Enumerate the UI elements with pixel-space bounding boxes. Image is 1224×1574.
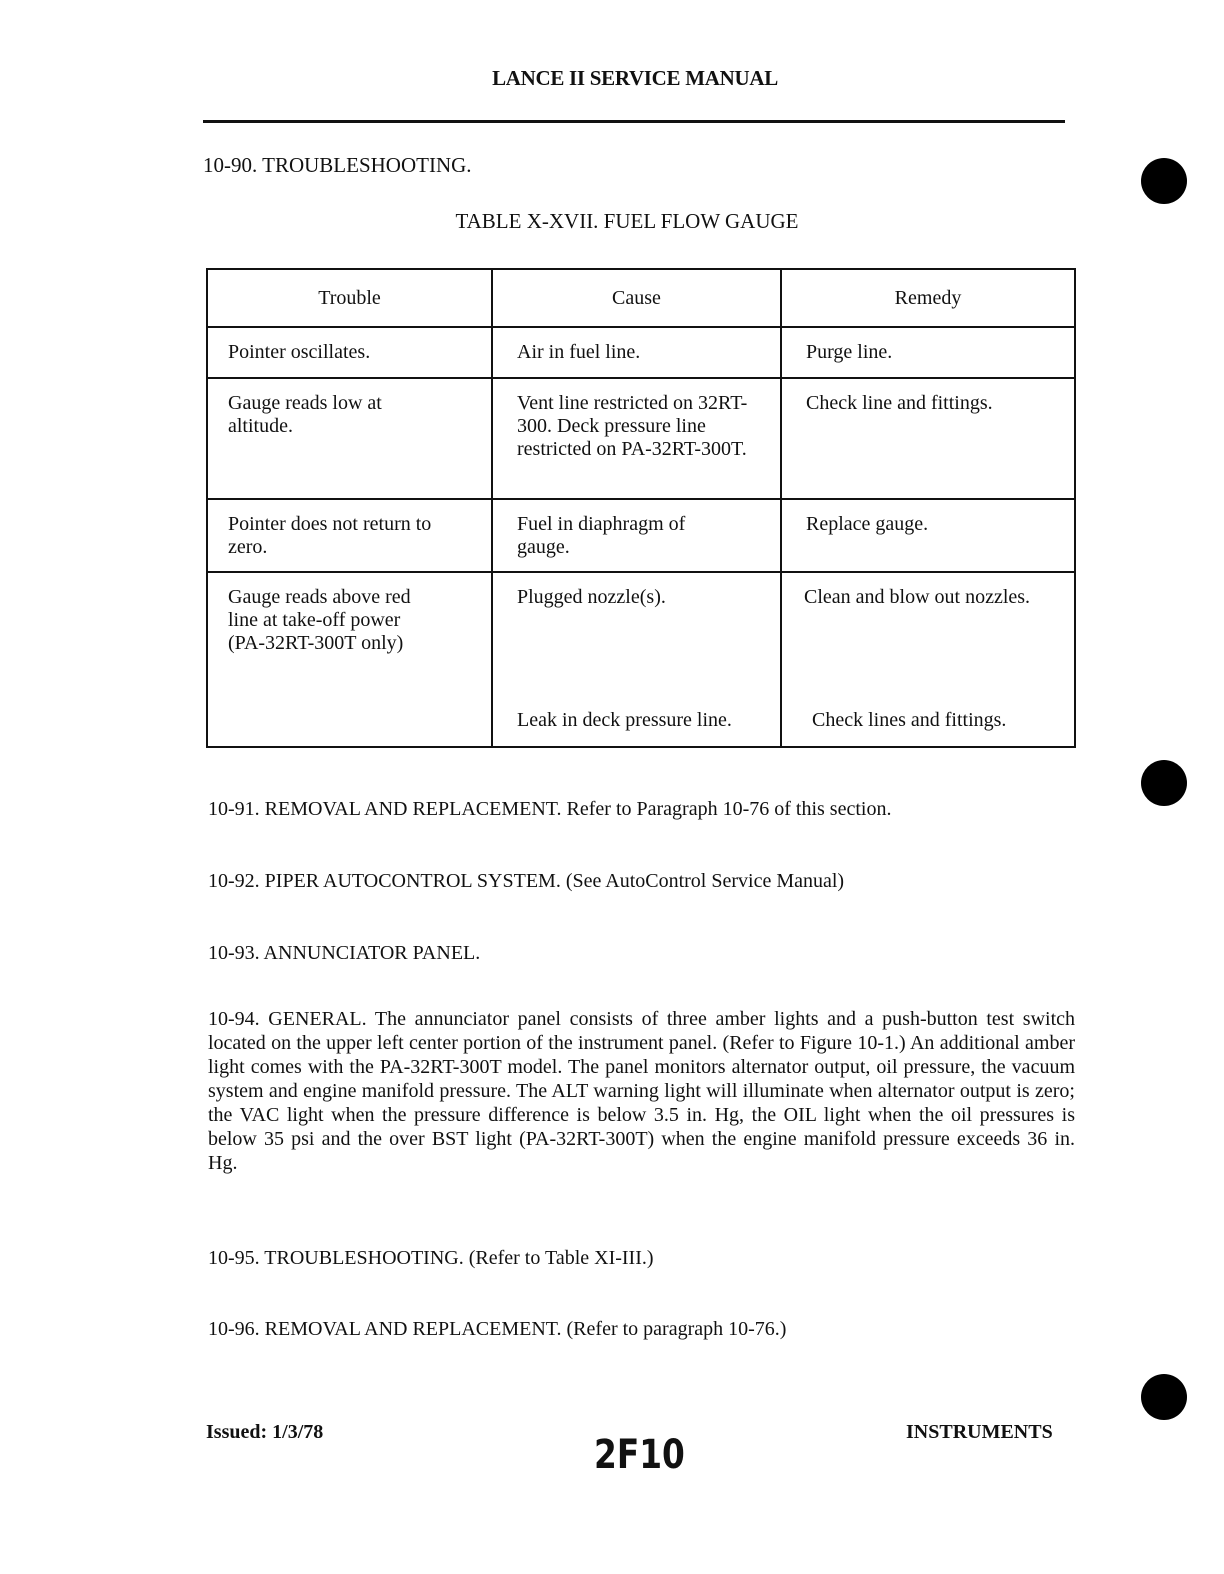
column-header-remedy: Remedy — [781, 269, 1075, 327]
remedy-cell: Replace gauge. — [806, 513, 929, 535]
paragraph-10-91: 10-91. REMOVAL AND REPLACEMENT. Refer to Paragraph 10-76 of this section. — [208, 798, 892, 820]
binder-hole-top — [1141, 158, 1187, 204]
table-row — [207, 327, 1075, 378]
cause-cell: Fuel in diaphragm of gauge. — [517, 513, 686, 558]
trouble-cell: Gauge reads above red line at take-off power (PA-32RT-300T only) — [228, 586, 411, 654]
fuel-flow-trouble-table — [206, 268, 1076, 748]
cause-cell: Plugged nozzle(s). — [517, 586, 666, 608]
table-header-row — [207, 269, 1075, 327]
cause-cell-secondary: Leak in deck pressure line. — [517, 709, 732, 731]
paragraph-10-94: 10-94. GENERAL. The annunciator panel consists of three amber lights and a push-button test switch located on the upper left center portion of the instrument panel. (Refer to Figure 10-1.) An additional amber light comes with the PA-32RT-300T model. The panel monitors alternator output, oil pressure, the vacuum system and engine manifold pressure. The ALT warning light will illuminate when alternator output is zero; the VAC light when the pressure difference is below 3.5 in. Hg, the OIL light when the oil pressures is below 35 psi and the over BST light (PA-32RT-300T) when the engine manifold pressure exceeds 36 in. Hg. — [208, 1008, 1075, 1174]
table-row — [207, 499, 1075, 572]
table-title: TABLE X-XVII. FUEL FLOW GAUGE — [455, 209, 799, 233]
remedy-cell: Clean and blow out nozzles. — [804, 586, 1031, 608]
column-header-cause: Cause — [492, 269, 781, 327]
cause-cell: Vent line restricted on 32RT-300. Deck pressure line restricted on PA-32RT-300T. — [517, 392, 748, 460]
cause-cell: Air in fuel line. — [517, 341, 641, 363]
footer-issued-date: Issued: 1/3/78 — [206, 1421, 324, 1443]
binder-hole-bottom — [1141, 1374, 1187, 1420]
header-rule — [203, 120, 1065, 123]
table-row — [207, 572, 1075, 747]
footer-section-name: INSTRUMENTS — [906, 1421, 1053, 1443]
paragraph-10-93: 10-93. ANNUNCIATOR PANEL. — [208, 942, 481, 964]
paragraph-10-96: 10-96. REMOVAL AND REPLACEMENT. (Refer to paragraph 10-76.) — [208, 1318, 787, 1340]
remedy-cell: Check line and fittings. — [806, 392, 993, 414]
table-row — [207, 378, 1075, 499]
footer-page-id: 2F10 — [594, 1432, 685, 1478]
trouble-cell: Pointer does not return to zero. — [228, 513, 432, 558]
section-heading: 10-90. TROUBLESHOOTING. — [203, 153, 472, 177]
paragraph-10-95: 10-95. TROUBLESHOOTING. (Refer to Table XI-III.) — [208, 1247, 654, 1269]
column-header-trouble: Trouble — [207, 269, 492, 327]
remedy-cell-secondary: Check lines and fittings. — [812, 709, 1007, 731]
binder-hole-middle — [1141, 760, 1187, 806]
trouble-cell: Pointer oscillates. — [228, 341, 371, 363]
trouble-cell: Gauge reads low at altitude. — [228, 392, 382, 437]
remedy-cell: Purge line. — [806, 341, 893, 363]
paragraph-10-92: 10-92. PIPER AUTOCONTROL SYSTEM. (See AutoControl Service Manual) — [208, 870, 845, 892]
page-header-title: LANCE II SERVICE MANUAL — [492, 66, 778, 90]
